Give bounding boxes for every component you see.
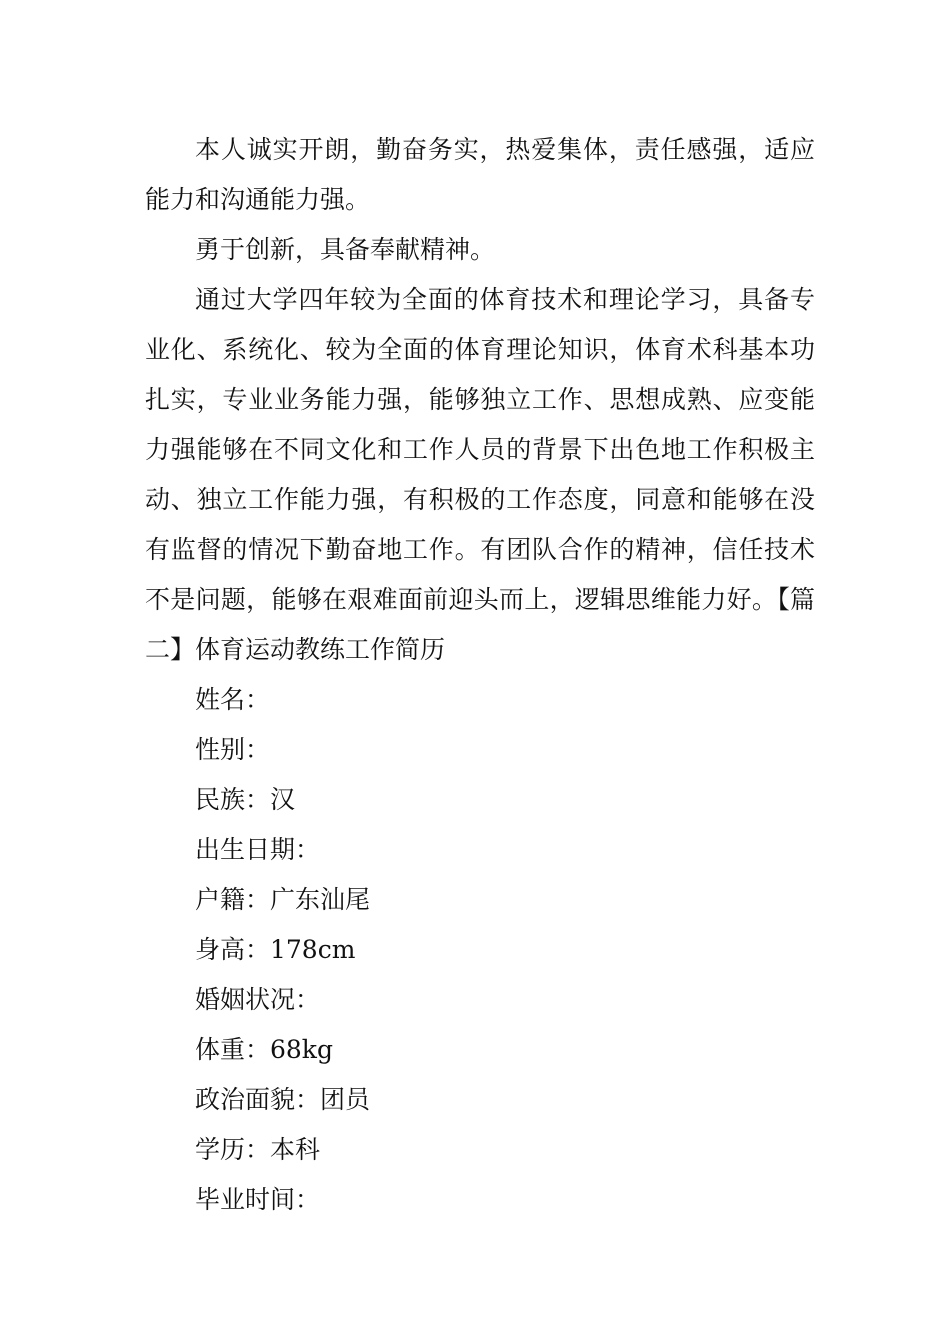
field-weight: 体重：68kg: [195, 1035, 333, 1064]
paragraph-education-summary: 通过大学四年较为全面的体育技术和理论学习，具备专业化、系统化、较为全面的体育理论知识，体育术科基本功扎实，专业业务能力强，能够独立工作、思想成熟、应变能力强能够在不同文化和工作人员的背景下出色地工作积极主动、独立工作能力强，有积极的工作态度，同意和能够在没有监督的情况下勤奋地工作。有团队合作的精神，信任技术不是问题，能够在艰难面前迎头而上，逻辑思维能力好。【篇二】体育运动教练工作简历: [145, 285, 815, 664]
field-education: 学历：本科: [195, 1135, 321, 1164]
document-body: [145, 125, 815, 1225]
field-gender: 性别：: [195, 735, 271, 764]
field-political-status: 政治面貌：团员: [195, 1085, 371, 1114]
field-name: 姓名：: [195, 685, 271, 714]
paragraph-innovation: 勇于创新，具备奉献精神。: [195, 235, 496, 264]
field-graduation-time: 毕业时间：: [195, 1185, 321, 1214]
field-household-registration: 户籍：广东汕尾: [195, 885, 371, 914]
field-height: 身高：178cm: [195, 935, 356, 964]
field-marital-status: 婚姻状况：: [195, 985, 321, 1014]
paragraph-self-intro: 本人诚实开朗，勤奋务实，热爱集体，责任感强，适应能力和沟通能力强。: [145, 135, 815, 214]
field-ethnicity: 民族：汉: [195, 785, 296, 814]
field-birth-date: 出生日期：: [195, 835, 321, 864]
